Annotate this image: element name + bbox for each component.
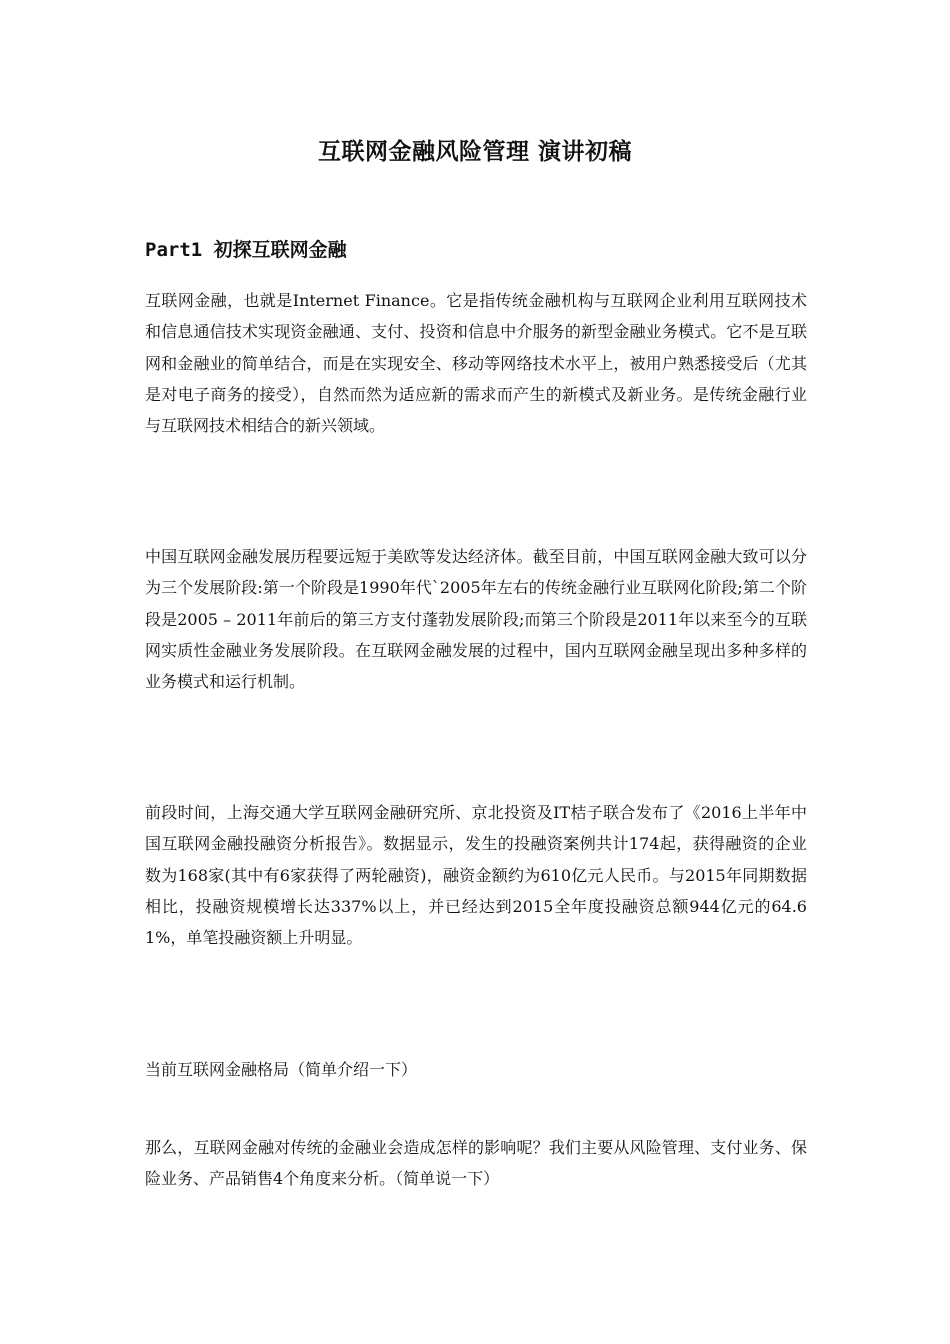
paragraph-current-landscape: 当前互联网金融格局（简单介绍一下）	[145, 1060, 418, 1079]
document-title: 互联网金融风险管理 演讲初稿	[317, 139, 632, 165]
paragraph-intro: 互联网金融，也就是Internet Finance。它是指传统金融机构与互联网企业利用互联网技术和信息通信技术实现资金融通、支付、投资和信息中介服务的新型金融业务模式。它不是互联网和金融业的简单结合，而是在实现安全、移动等网络技术水平上，被用户熟悉接受后（尤其是对电子商务的接受），自然而然为适应新的需求而产生的新模式及新业务。是传统金融行业与互联网技术相结合的新兴领域。	[145, 291, 807, 436]
paragraph-report-data: 前段时间，上海交通大学互联网金融研究所、京北投资及IT桔子联合发布了《2016上半年中国互联网金融投融资分析报告》。数据显示，发生的投融资案例共计174起，获得融资的企业数为168家(其中有6家获得了两轮融资)，融资金额约为610亿元人民币。与2015年同期数据相比，投融资规模增长达337%以上，并已经达到2015全年度投融资总额944亿元的64.61%，单笔投融资额上升明显。	[145, 803, 807, 948]
section-heading: Part1 初探互联网金融	[145, 239, 347, 261]
paragraph-history: 中国互联网金融发展历程要远短于美欧等发达经济体。截至目前，中国互联网金融大致可以分为三个发展阶段:第一个阶段是1990年代`2005年左右的传统金融行业互联网化阶段;第二个阶段是2005 – 2011年前后的第三方支付蓬勃发展阶段;而第三个阶段是2011年以来至今的互联网实质性金融业务发展阶段。在互联网金融发展的过程中，国内互联网金融呈现出多种多样的业务模式和运行机制。	[145, 547, 807, 692]
paragraph-impact: 那么，互联网金融对传统的金融业会造成怎样的影响呢？我们主要从风险管理、支付业务、保险业务、产品销售4个角度来分析。（简单说一下）	[145, 1138, 807, 1189]
